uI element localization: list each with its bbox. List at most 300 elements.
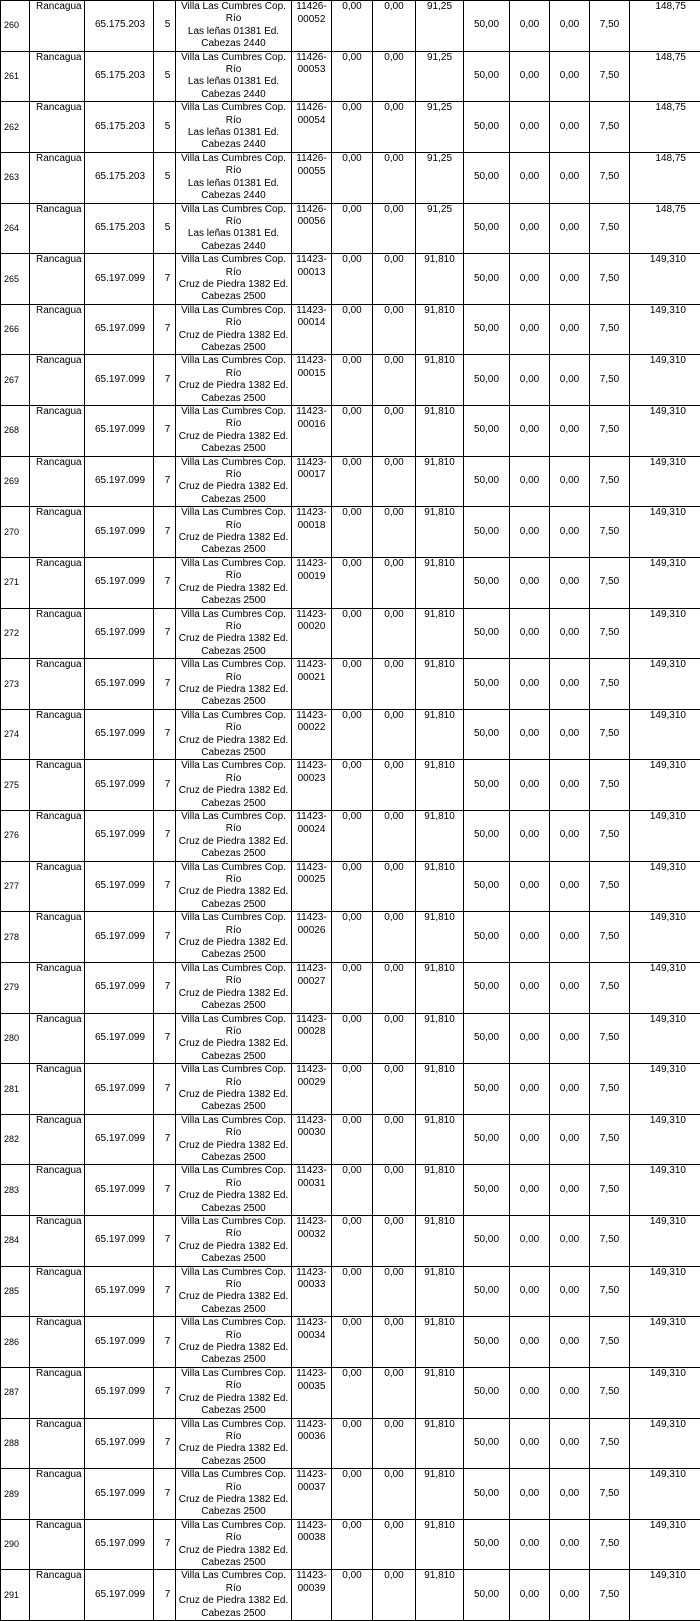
- address-line: Cabezas 2500: [178, 848, 289, 860]
- address-cell: [176, 659, 292, 710]
- code-line: 00054: [294, 115, 329, 128]
- value-e-cell: 0,00: [510, 304, 550, 355]
- value-g-cell: 7,50: [590, 1216, 630, 1267]
- code-cell: [292, 811, 332, 862]
- value-b-cell: 0,00: [373, 1469, 416, 1520]
- address-cell: [176, 1064, 292, 1115]
- code-line: 11423-: [294, 1570, 329, 1583]
- code-cell: [292, 406, 332, 457]
- row-number: 283: [1, 1165, 30, 1216]
- value-b-cell: 0,00: [373, 760, 416, 811]
- value-f-cell: 0,00: [550, 51, 590, 102]
- address-line: Cruz de Piedra 1382 Ed.: [178, 1545, 289, 1557]
- value-c-cell: 91,25: [416, 51, 464, 102]
- unit-count-cell: 7: [154, 406, 176, 457]
- total-cell: 149,310: [630, 1317, 700, 1368]
- code-line: 00031: [294, 1178, 329, 1191]
- value-f-cell: 0,00: [550, 355, 590, 406]
- code-line: 11423-: [294, 1469, 329, 1482]
- address-cell: [176, 760, 292, 811]
- value-g-cell: 7,50: [590, 557, 630, 608]
- value-b-cell: 0,00: [373, 962, 416, 1013]
- table-row: [1, 1367, 700, 1418]
- address-cell: [176, 1266, 292, 1317]
- value-b-cell: 0,00: [373, 1266, 416, 1317]
- address-line: Villa Las Cumbres Cop. Río: [178, 1368, 289, 1393]
- value-c-cell: 91,810: [416, 406, 464, 457]
- value-b-cell: 0,00: [373, 1317, 416, 1368]
- city-cell: Rancagua: [30, 1013, 85, 1064]
- row-number: 266: [1, 304, 30, 355]
- unit-count-cell: 7: [154, 1317, 176, 1368]
- address-line: Cruz de Piedra 1382 Ed.: [178, 1089, 289, 1101]
- rol-cell: 65.197.099: [85, 1114, 154, 1165]
- address-cell: [176, 912, 292, 963]
- rol-cell: 65.197.099: [85, 659, 154, 710]
- city-cell: Rancagua: [30, 456, 85, 507]
- rol-cell: 65.197.099: [85, 760, 154, 811]
- value-a-cell: 0,00: [332, 1469, 373, 1520]
- rol-cell: 65.197.099: [85, 456, 154, 507]
- address-line: Villa Las Cumbres Cop. Río: [178, 153, 289, 178]
- code-line: 00020: [294, 621, 329, 634]
- value-c-cell: 91,810: [416, 1367, 464, 1418]
- address-line: Cabezas 2440: [178, 139, 289, 151]
- row-number: 288: [1, 1418, 30, 1469]
- value-f-cell: 0,00: [550, 912, 590, 963]
- value-d-cell: 50,00: [464, 456, 510, 507]
- table-row: [1, 1570, 700, 1621]
- value-e-cell: 0,00: [510, 1013, 550, 1064]
- total-cell: 149,310: [630, 811, 700, 862]
- unit-count-cell: 5: [154, 1, 176, 52]
- value-g-cell: 7,50: [590, 760, 630, 811]
- address-line: Cabezas 2500: [178, 1253, 289, 1265]
- table-row: [1, 608, 700, 659]
- unit-count-cell: 7: [154, 1013, 176, 1064]
- code-cell: [292, 1216, 332, 1267]
- row-number: 287: [1, 1367, 30, 1418]
- code-line: 11423-: [294, 609, 329, 622]
- address-line: Villa Las Cumbres Cop. Río: [178, 862, 289, 887]
- address-line: Cruz de Piedra 1382 Ed.: [178, 532, 289, 544]
- value-c-cell: 91,810: [416, 608, 464, 659]
- code-line: 11423-: [294, 558, 329, 571]
- code-cell: [292, 1064, 332, 1115]
- code-line: 11423-: [294, 1368, 329, 1381]
- city-cell: Rancagua: [30, 1, 85, 52]
- value-e-cell: 0,00: [510, 51, 550, 102]
- value-d-cell: 50,00: [464, 507, 510, 558]
- value-c-cell: 91,810: [416, 811, 464, 862]
- code-cell: [292, 659, 332, 710]
- value-d-cell: 50,00: [464, 1013, 510, 1064]
- value-e-cell: 0,00: [510, 861, 550, 912]
- code-line: 00024: [294, 824, 329, 837]
- value-b-cell: 0,00: [373, 659, 416, 710]
- address-line: Cabezas 2500: [178, 747, 289, 759]
- row-number: 279: [1, 962, 30, 1013]
- address-line: Cruz de Piedra 1382 Ed.: [178, 330, 289, 342]
- address-line: Las leñas 01381 Ed.: [178, 228, 289, 240]
- value-d-cell: 50,00: [464, 355, 510, 406]
- code-cell: [292, 1519, 332, 1570]
- total-cell: 149,310: [630, 1418, 700, 1469]
- address-cell: [176, 355, 292, 406]
- address-line: Villa Las Cumbres Cop. Río: [178, 1165, 289, 1190]
- value-g-cell: 7,50: [590, 608, 630, 659]
- address-line: Villa Las Cumbres Cop. Río: [178, 305, 289, 330]
- code-line: 00038: [294, 1532, 329, 1545]
- value-g-cell: 7,50: [590, 1469, 630, 1520]
- value-g-cell: 7,50: [590, 203, 630, 254]
- rol-cell: 65.197.099: [85, 709, 154, 760]
- value-f-cell: 0,00: [550, 1216, 590, 1267]
- value-d-cell: 50,00: [464, 861, 510, 912]
- value-e-cell: 0,00: [510, 557, 550, 608]
- table-row: [1, 912, 700, 963]
- code-line: 00019: [294, 571, 329, 584]
- value-e-cell: 0,00: [510, 1, 550, 52]
- value-a-cell: 0,00: [332, 152, 373, 203]
- address-line: Cabezas 2500: [178, 342, 289, 354]
- code-cell: [292, 203, 332, 254]
- value-c-cell: 91,25: [416, 203, 464, 254]
- value-f-cell: 0,00: [550, 1570, 590, 1621]
- value-e-cell: 0,00: [510, 608, 550, 659]
- code-line: 11423-: [294, 862, 329, 875]
- value-f-cell: 0,00: [550, 1064, 590, 1115]
- unit-count-cell: 5: [154, 203, 176, 254]
- value-g-cell: 7,50: [590, 659, 630, 710]
- address-line: Las leñas 01381 Ed.: [178, 178, 289, 190]
- code-line: 11423-: [294, 963, 329, 976]
- city-cell: Rancagua: [30, 1317, 85, 1368]
- value-e-cell: 0,00: [510, 1570, 550, 1621]
- code-line: 11423-: [294, 1064, 329, 1077]
- code-cell: [292, 507, 332, 558]
- value-a-cell: 0,00: [332, 1064, 373, 1115]
- address-line: Cabezas 2440: [178, 241, 289, 253]
- value-f-cell: 0,00: [550, 456, 590, 507]
- row-number: 267: [1, 355, 30, 406]
- code-line: 00030: [294, 1127, 329, 1140]
- total-cell: 149,310: [630, 659, 700, 710]
- code-cell: [292, 1570, 332, 1621]
- value-c-cell: 91,810: [416, 760, 464, 811]
- row-number: 269: [1, 456, 30, 507]
- unit-count-cell: 7: [154, 709, 176, 760]
- value-g-cell: 7,50: [590, 861, 630, 912]
- code-cell: [292, 51, 332, 102]
- value-g-cell: 7,50: [590, 1013, 630, 1064]
- address-cell: [176, 456, 292, 507]
- address-line: Villa Las Cumbres Cop. Río: [178, 1469, 289, 1494]
- address-line: Cruz de Piedra 1382 Ed.: [178, 1241, 289, 1253]
- value-c-cell: 91,25: [416, 152, 464, 203]
- code-cell: [292, 1114, 332, 1165]
- address-line: Cabezas 2500: [178, 494, 289, 506]
- code-cell: [292, 709, 332, 760]
- value-e-cell: 0,00: [510, 355, 550, 406]
- value-e-cell: 0,00: [510, 102, 550, 153]
- city-cell: Rancagua: [30, 811, 85, 862]
- code-line: 00037: [294, 1482, 329, 1495]
- table-row: [1, 1114, 700, 1165]
- unit-count-cell: 7: [154, 304, 176, 355]
- value-c-cell: 91,810: [416, 1266, 464, 1317]
- total-cell: 149,310: [630, 355, 700, 406]
- code-cell: [292, 1165, 332, 1216]
- rol-cell: 65.197.099: [85, 1367, 154, 1418]
- value-a-cell: 0,00: [332, 1367, 373, 1418]
- address-line: Villa Las Cumbres Cop. Río: [178, 609, 289, 634]
- value-g-cell: 7,50: [590, 912, 630, 963]
- value-f-cell: 0,00: [550, 406, 590, 457]
- value-b-cell: 0,00: [373, 1114, 416, 1165]
- table-row: [1, 406, 700, 457]
- unit-count-cell: 5: [154, 51, 176, 102]
- total-cell: 149,310: [630, 1114, 700, 1165]
- code-line: 00056: [294, 216, 329, 229]
- city-cell: Rancagua: [30, 304, 85, 355]
- value-e-cell: 0,00: [510, 1418, 550, 1469]
- value-b-cell: 0,00: [373, 1519, 416, 1570]
- rol-cell: 65.175.203: [85, 1, 154, 52]
- code-cell: [292, 152, 332, 203]
- value-e-cell: 0,00: [510, 1216, 550, 1267]
- value-d-cell: 50,00: [464, 51, 510, 102]
- unit-count-cell: 7: [154, 1367, 176, 1418]
- address-line: Villa Las Cumbres Cop. Río: [178, 52, 289, 77]
- unit-count-cell: 7: [154, 1570, 176, 1621]
- unit-count-cell: 7: [154, 254, 176, 305]
- row-number: 284: [1, 1216, 30, 1267]
- address-cell: [176, 1216, 292, 1267]
- value-a-cell: 0,00: [332, 203, 373, 254]
- value-b-cell: 0,00: [373, 1013, 416, 1064]
- row-number: 261: [1, 51, 30, 102]
- code-line: 00035: [294, 1381, 329, 1394]
- code-line: 11426-: [294, 1, 329, 14]
- address-line: Villa Las Cumbres Cop. Río: [178, 406, 289, 431]
- address-line: Villa Las Cumbres Cop. Río: [178, 1267, 289, 1292]
- address-line: Cabezas 2440: [178, 38, 289, 50]
- table-row: [1, 507, 700, 558]
- value-b-cell: 0,00: [373, 709, 416, 760]
- code-cell: [292, 254, 332, 305]
- value-c-cell: 91,810: [416, 1165, 464, 1216]
- city-cell: Rancagua: [30, 659, 85, 710]
- value-b-cell: 0,00: [373, 152, 416, 203]
- address-line: Cruz de Piedra 1382 Ed.: [178, 1393, 289, 1405]
- total-cell: 149,310: [630, 1570, 700, 1621]
- value-c-cell: 91,25: [416, 1, 464, 52]
- value-b-cell: 0,00: [373, 1, 416, 52]
- address-cell: [176, 406, 292, 457]
- rol-cell: 65.197.099: [85, 962, 154, 1013]
- city-cell: Rancagua: [30, 406, 85, 457]
- value-e-cell: 0,00: [510, 1469, 550, 1520]
- value-e-cell: 0,00: [510, 152, 550, 203]
- address-line: Cabezas 2500: [178, 393, 289, 405]
- code-line: 00039: [294, 1583, 329, 1596]
- value-c-cell: 91,810: [416, 1519, 464, 1570]
- value-d-cell: 50,00: [464, 1469, 510, 1520]
- value-a-cell: 0,00: [332, 1266, 373, 1317]
- code-line: 11423-: [294, 1165, 329, 1178]
- row-number: 271: [1, 557, 30, 608]
- value-g-cell: 7,50: [590, 1266, 630, 1317]
- value-f-cell: 0,00: [550, 709, 590, 760]
- code-cell: [292, 1418, 332, 1469]
- address-line: Cabezas 2440: [178, 190, 289, 202]
- city-cell: Rancagua: [30, 962, 85, 1013]
- address-line: Villa Las Cumbres Cop. Río: [178, 558, 289, 583]
- code-line: 00032: [294, 1229, 329, 1242]
- value-g-cell: 7,50: [590, 1317, 630, 1368]
- city-cell: Rancagua: [30, 1519, 85, 1570]
- city-cell: Rancagua: [30, 912, 85, 963]
- value-g-cell: 7,50: [590, 1367, 630, 1418]
- value-g-cell: 7,50: [590, 1418, 630, 1469]
- value-d-cell: 50,00: [464, 1367, 510, 1418]
- value-f-cell: 0,00: [550, 659, 590, 710]
- address-line: Cabezas 2500: [178, 443, 289, 455]
- table-row: [1, 861, 700, 912]
- table-row: [1, 1519, 700, 1570]
- value-e-cell: 0,00: [510, 1165, 550, 1216]
- value-e-cell: 0,00: [510, 811, 550, 862]
- value-a-cell: 0,00: [332, 709, 373, 760]
- total-cell: 149,310: [630, 709, 700, 760]
- rol-cell: 65.197.099: [85, 1469, 154, 1520]
- address-cell: [176, 608, 292, 659]
- address-line: Villa Las Cumbres Cop. Río: [178, 1064, 289, 1089]
- rol-cell: 65.197.099: [85, 1418, 154, 1469]
- row-number: 265: [1, 254, 30, 305]
- rol-cell: 65.197.099: [85, 1519, 154, 1570]
- rol-cell: 65.197.099: [85, 507, 154, 558]
- city-cell: Rancagua: [30, 152, 85, 203]
- value-a-cell: 0,00: [332, 659, 373, 710]
- table-row: [1, 456, 700, 507]
- table-row: [1, 1, 700, 52]
- code-line: 11423-: [294, 760, 329, 773]
- unit-count-cell: 5: [154, 102, 176, 153]
- value-d-cell: 50,00: [464, 1519, 510, 1570]
- code-cell: [292, 557, 332, 608]
- code-line: 00026: [294, 925, 329, 938]
- unit-count-cell: 7: [154, 962, 176, 1013]
- code-line: 11423-: [294, 507, 329, 520]
- value-e-cell: 0,00: [510, 254, 550, 305]
- city-cell: Rancagua: [30, 1064, 85, 1115]
- address-line: Cabezas 2500: [178, 949, 289, 961]
- value-g-cell: 7,50: [590, 102, 630, 153]
- address-line: Villa Las Cumbres Cop. Río: [178, 811, 289, 836]
- code-line: 11426-: [294, 204, 329, 217]
- address-line: Cabezas 2500: [178, 1000, 289, 1012]
- rol-cell: 65.175.203: [85, 102, 154, 153]
- address-line: Villa Las Cumbres Cop. Río: [178, 912, 289, 937]
- row-number: 290: [1, 1519, 30, 1570]
- address-line: Cabezas 2500: [178, 1101, 289, 1113]
- address-line: Cabezas 2500: [178, 646, 289, 658]
- value-a-cell: 0,00: [332, 1519, 373, 1570]
- value-e-cell: 0,00: [510, 912, 550, 963]
- value-a-cell: 0,00: [332, 51, 373, 102]
- code-cell: [292, 912, 332, 963]
- code-line: 11423-: [294, 811, 329, 824]
- value-a-cell: 0,00: [332, 557, 373, 608]
- code-line: 00018: [294, 520, 329, 533]
- city-cell: Rancagua: [30, 1469, 85, 1520]
- table-row: [1, 102, 700, 153]
- value-c-cell: 91,810: [416, 557, 464, 608]
- address-line: Cruz de Piedra 1382 Ed.: [178, 735, 289, 747]
- rol-cell: 65.197.099: [85, 557, 154, 608]
- address-cell: [176, 102, 292, 153]
- city-cell: Rancagua: [30, 861, 85, 912]
- unit-count-cell: 7: [154, 912, 176, 963]
- table-row: [1, 1165, 700, 1216]
- code-line: 00034: [294, 1330, 329, 1343]
- address-line: Cruz de Piedra 1382 Ed.: [178, 633, 289, 645]
- address-cell: [176, 1317, 292, 1368]
- rol-cell: 65.197.099: [85, 254, 154, 305]
- rol-cell: 65.197.099: [85, 1266, 154, 1317]
- city-cell: Rancagua: [30, 102, 85, 153]
- value-a-cell: 0,00: [332, 507, 373, 558]
- address-line: Cruz de Piedra 1382 Ed.: [178, 1190, 289, 1202]
- value-e-cell: 0,00: [510, 203, 550, 254]
- value-d-cell: 50,00: [464, 254, 510, 305]
- value-f-cell: 0,00: [550, 102, 590, 153]
- address-line: Cabezas 2500: [178, 1051, 289, 1063]
- code-line: 11423-: [294, 305, 329, 318]
- value-b-cell: 0,00: [373, 304, 416, 355]
- code-line: 11423-: [294, 659, 329, 672]
- address-line: Villa Las Cumbres Cop. Río: [178, 457, 289, 482]
- value-f-cell: 0,00: [550, 760, 590, 811]
- address-cell: [176, 1519, 292, 1570]
- value-g-cell: 7,50: [590, 507, 630, 558]
- table-row: [1, 1064, 700, 1115]
- value-c-cell: 91,810: [416, 1317, 464, 1368]
- value-a-cell: 0,00: [332, 355, 373, 406]
- value-b-cell: 0,00: [373, 1570, 416, 1621]
- address-line: Cabezas 2500: [178, 291, 289, 303]
- value-f-cell: 0,00: [550, 1367, 590, 1418]
- value-d-cell: 50,00: [464, 1064, 510, 1115]
- code-line: 00022: [294, 722, 329, 735]
- address-line: Cabezas 2500: [178, 1304, 289, 1316]
- address-line: Villa Las Cumbres Cop. Río: [178, 1216, 289, 1241]
- value-b-cell: 0,00: [373, 608, 416, 659]
- city-cell: Rancagua: [30, 608, 85, 659]
- value-d-cell: 50,00: [464, 203, 510, 254]
- row-number: 274: [1, 709, 30, 760]
- value-f-cell: 0,00: [550, 1114, 590, 1165]
- total-cell: 148,75: [630, 1, 700, 52]
- value-f-cell: 0,00: [550, 1266, 590, 1317]
- row-number: 270: [1, 507, 30, 558]
- value-e-cell: 0,00: [510, 1519, 550, 1570]
- value-c-cell: 91,810: [416, 1064, 464, 1115]
- value-a-cell: 0,00: [332, 456, 373, 507]
- address-line: Cruz de Piedra 1382 Ed.: [178, 1140, 289, 1152]
